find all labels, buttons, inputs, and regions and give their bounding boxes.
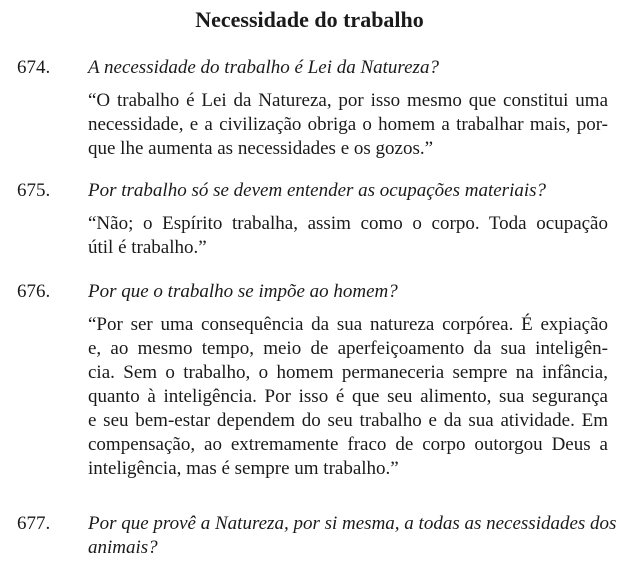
answer-line: que lhe aumenta as necessidades e os gozos.” <box>88 138 434 159</box>
question-line: Por que provê a Natureza, por si mesma, a todas as necessidades dos <box>88 513 617 534</box>
question-number: 675. <box>17 180 51 201</box>
question-number: 674. <box>17 57 51 78</box>
answer-line: e seu bem-estar dependem do seu trabalho e da sua atividade. Em <box>88 410 608 431</box>
answer-line: compensação, ao extremamente fraco de corpo outorgou Deus a <box>88 434 608 455</box>
question-text: Por que o trabalho se impõe ao homem? <box>88 281 398 302</box>
question-number: 676. <box>17 281 51 302</box>
answer-line: inteligência, mas é sempre um trabalho.” <box>88 458 399 479</box>
answer-line: “Não; o Espírito trabalha, assim como o corpo. Toda ocupação <box>88 213 608 234</box>
question-text: A necessidade do trabalho é Lei da Natureza? <box>88 57 439 78</box>
section-title: Necessidade do trabalho <box>195 7 424 32</box>
answer-text <box>88 212 608 260</box>
answer-line: útil é trabalho.” <box>88 237 207 258</box>
answer-line: “Por ser uma consequência da sua natureza corpórea. É expiação <box>88 314 608 335</box>
question-text: Por trabalho só se devem entender as ocupações materiais? <box>88 180 547 201</box>
answer-text <box>88 313 608 481</box>
question-text <box>88 512 617 560</box>
answer-line: quanto à inteligência. Por isso é que seu alimento, sua segurança <box>88 386 608 407</box>
answer-text <box>88 89 608 161</box>
answer-line: “O trabalho é Lei da Natureza, por isso mesmo que constitui uma <box>88 90 608 111</box>
question-line: animais? <box>88 537 158 558</box>
answer-line: cia. Sem o trabalho, o homem permaneceria sempre na infância, <box>88 362 608 383</box>
question-number: 677. <box>17 513 51 534</box>
answer-line: necessidade, e a civilização obriga o homem a trabalhar mais, por- <box>88 114 608 135</box>
answer-line: e, ao mesmo tempo, meio de aperfeiçoamento da sua inteligên- <box>88 338 608 359</box>
